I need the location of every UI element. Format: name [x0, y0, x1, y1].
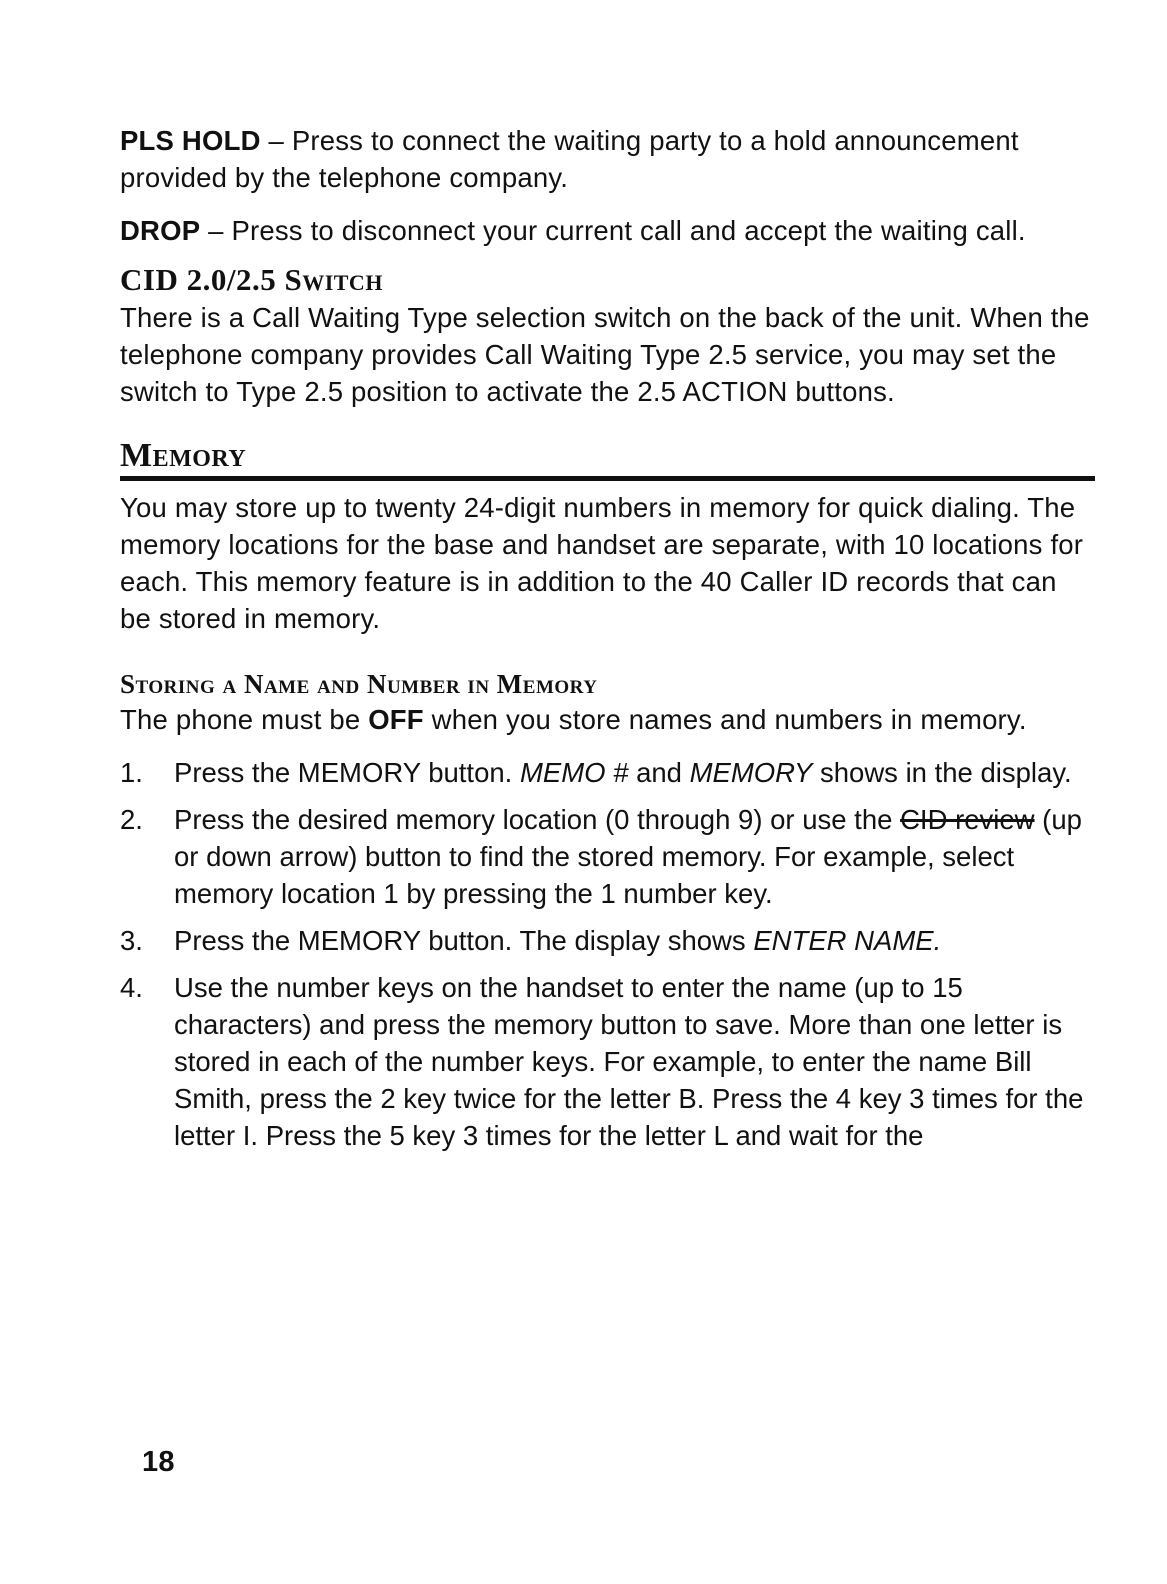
list-item: [120, 754, 1095, 791]
pls-hold-term: PLS HOLD: [120, 125, 261, 156]
memory-body: You may store up to twenty 24-digit numbers in memory for quick dialing. The memory locations for the base and handset are separate, with 10 locations for each. This memory feature is in addition to the 40 Caller ID records that can be stored in memory.: [120, 492, 1084, 634]
step-number: 4.: [120, 972, 143, 1003]
list-item: [120, 801, 1095, 912]
display-text-memory: MEMORY: [689, 757, 813, 788]
step-number: 2.: [120, 804, 143, 835]
storing-intro-off: OFF: [368, 704, 424, 735]
storing-intro-pre: The phone must be: [120, 704, 369, 735]
struck-text: CID review: [900, 804, 1035, 835]
step-text: Press the MEMORY button. The display shows ENTER NAME.: [174, 925, 942, 956]
cid-switch-heading: CID 2.0/2.5 Switch: [120, 262, 383, 297]
storing-heading: Storing a Name and Number in Memory: [120, 669, 598, 699]
pls-hold-description: – Press to connect the waiting party to a hold announcement provided by the telephone company.: [120, 125, 1019, 193]
step-text: Press the MEMORY button. MEMO # and MEMORY shows in the display.: [174, 757, 1072, 788]
cid-switch-body: There is a Call Waiting Type selection switch on the back of the unit. When the telephone company provides Call Waiting Type 2.5 service, you may set the switch to Type 2.5 position to activate the 2.5 ACTION buttons.: [120, 302, 1090, 407]
drop-paragraph: [120, 212, 1095, 249]
steps-list: [120, 754, 1095, 1154]
pls-hold-paragraph: [120, 122, 1095, 196]
step-text: Use the number keys on the handset to enter the name (up to 15 characters) and press the memory button to save. More than one letter is stored in each of the number keys. For example, to enter the name Bill Smith, press the 2 key twice for the letter B. Press the 4 key 3 times for the letter I. Press the 5 key 3 times for the letter L and wait for the: [174, 972, 1084, 1151]
manual-page: [120, 122, 1095, 1164]
step-text: Press the desired memory location (0 through 9) or use the CID review (up or down arrow) button to find the stored memory. For example, select memory location 1 by pressing the 1 number key.: [174, 804, 1082, 909]
drop-term: DROP: [120, 215, 201, 246]
display-text-enter-name: ENTER NAME.: [753, 925, 942, 956]
memory-heading-rule: [120, 436, 1095, 481]
drop-description: – Press to disconnect your current call and accept the waiting call.: [200, 215, 1026, 246]
page-number: 18: [142, 1446, 175, 1478]
storing-intro-post: when you store names and numbers in memory.: [423, 704, 1027, 735]
storing-intro: [120, 701, 1095, 738]
list-item: [120, 922, 1095, 959]
step-number: 3.: [120, 925, 143, 956]
list-item: [120, 969, 1095, 1154]
display-text-memo: MEMO #: [519, 757, 629, 788]
memory-heading: Memory: [120, 437, 247, 474]
step-number: 1.: [120, 757, 143, 788]
